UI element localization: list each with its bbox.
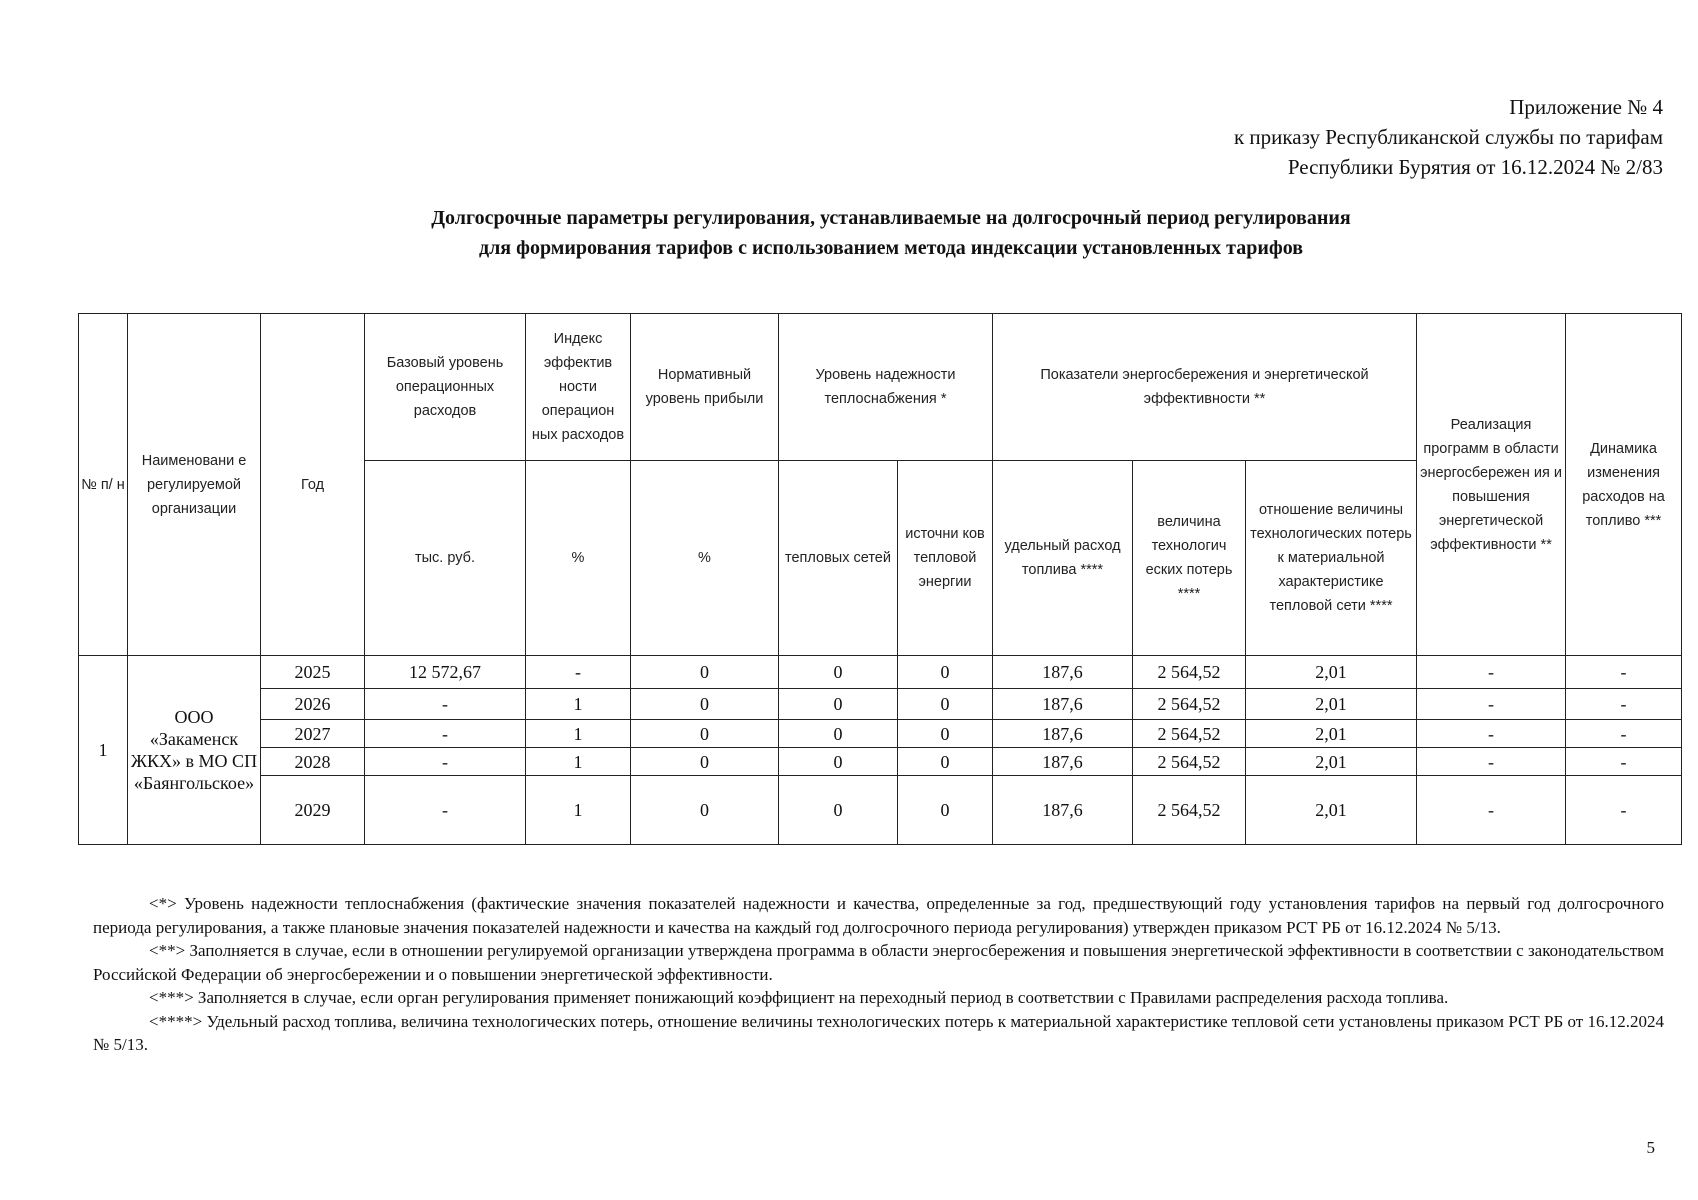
cell-ratio: 2,01 xyxy=(1246,748,1417,776)
cell-fuel: 187,6 xyxy=(993,689,1133,720)
cell-rel-sources: 0 xyxy=(898,720,993,748)
page-number: 5 xyxy=(1646,1138,1655,1157)
title-line-1: Долгосрочные параметры регулирования, устанавливаемые на долгосрочный период регулирования xyxy=(431,207,1351,229)
cell-ratio: 2,01 xyxy=(1246,720,1417,748)
appendix-header xyxy=(1234,92,1663,182)
cell-fuel-dynamics: - xyxy=(1566,748,1682,776)
organization-name: ООО «Закаменск ЖКХ» в МО СП «Баянгольское» xyxy=(128,656,261,845)
header-reliability: Уровень надежности теплоснабжения * xyxy=(779,314,993,461)
cell-rel-sources: 0 xyxy=(898,776,993,845)
header-loss-ratio: отношение величины технологических потерь к материальной характеристике тепловой сети **** xyxy=(1246,461,1417,656)
cell-fuel: 187,6 xyxy=(993,720,1133,748)
cell-rel-networks: 0 xyxy=(779,689,898,720)
appendix-line-1: Приложение № 4 xyxy=(1509,95,1663,119)
table-row xyxy=(79,689,1682,720)
cell-fuel: 187,6 xyxy=(993,748,1133,776)
cell-rel-networks: 0 xyxy=(779,776,898,845)
header-reliability-networks: тепловых сетей xyxy=(779,461,898,656)
cell-rel-sources: 0 xyxy=(898,689,993,720)
cell-ratio: 2,01 xyxy=(1246,656,1417,689)
cell-ratio: 2,01 xyxy=(1246,776,1417,845)
cell-index: 1 xyxy=(526,748,631,776)
unit-opex: тыс. руб. xyxy=(365,461,526,656)
cell-rel-networks: 0 xyxy=(779,748,898,776)
header-year: Год xyxy=(261,314,365,656)
cell-year: 2027 xyxy=(261,720,365,748)
row-num: 1 xyxy=(79,656,128,845)
cell-profit: 0 xyxy=(631,776,779,845)
cell-programs: - xyxy=(1417,689,1566,720)
header-efficiency-index: Индекс эффектив ности операцион ных расходов xyxy=(526,314,631,461)
regulation-params-table xyxy=(78,313,1682,845)
cell-base-opex: 12 572,67 xyxy=(365,656,526,689)
appendix-line-3: Республики Бурятия от 16.12.2024 № 2/83 xyxy=(1287,155,1663,179)
header-energy-saving: Показатели энергосбережения и энергетической эффективности ** xyxy=(993,314,1417,461)
cell-year: 2025 xyxy=(261,656,365,689)
cell-ratio: 2,01 xyxy=(1246,689,1417,720)
cell-losses: 2 564,52 xyxy=(1133,748,1246,776)
cell-programs: - xyxy=(1417,748,1566,776)
cell-losses: 2 564,52 xyxy=(1133,776,1246,845)
table-row xyxy=(79,776,1682,845)
unit-index: % xyxy=(526,461,631,656)
table-row xyxy=(79,748,1682,776)
table-row xyxy=(79,656,1682,689)
title-line-2: для формирования тарифов с использованием метода индексации установленных тарифов xyxy=(478,237,1304,259)
cell-rel-sources: 0 xyxy=(898,656,993,689)
cell-index: 1 xyxy=(526,720,631,748)
header-specific-fuel: удельный расход топлива **** xyxy=(993,461,1133,656)
cell-base-opex: - xyxy=(365,748,526,776)
cell-programs: - xyxy=(1417,776,1566,845)
cell-year: 2028 xyxy=(261,748,365,776)
cell-fuel-dynamics: - xyxy=(1566,776,1682,845)
cell-profit: 0 xyxy=(631,748,779,776)
cell-index: - xyxy=(526,656,631,689)
footnote-fuel-coefficient: <***> Заполняется в случае, если орган регулирования применяет понижающий коэффициент на переходный период в соответствии с Правилами распределения расхода топлива. xyxy=(149,988,1449,1007)
header-reliability-sources: источни ков тепловой энергии xyxy=(898,461,993,656)
cell-losses: 2 564,52 xyxy=(1133,689,1246,720)
header-fuel-dynamics: Динамика изменения расходов на топливо *** xyxy=(1566,314,1682,656)
cell-profit: 0 xyxy=(631,656,779,689)
footnote-energy-program: <**> Заполняется в случае, если в отношении регулируемой организации утверждена программа в области энергосбережения и повышения энергетической эффективности в соответствии с законодательством Российской Федерации об энергосбережении и о повышении энергетической эффективности. xyxy=(93,941,1664,984)
cell-rel-sources: 0 xyxy=(898,748,993,776)
cell-fuel: 187,6 xyxy=(993,776,1133,845)
header-num: № п/ н xyxy=(79,314,128,656)
header-profit-level: Нормативный уровень прибыли xyxy=(631,314,779,461)
cell-index: 1 xyxy=(526,689,631,720)
appendix-line-2: к приказу Республиканской службы по тарифам xyxy=(1233,125,1663,149)
header-programs: Реализация программ в области энергосбережен ия и повышения энергетической эффективности ** xyxy=(1417,314,1566,656)
cell-profit: 0 xyxy=(631,689,779,720)
cell-fuel-dynamics: - xyxy=(1566,720,1682,748)
table-row xyxy=(79,720,1682,748)
header-tech-losses: величина технологич еских потерь **** xyxy=(1133,461,1246,656)
cell-base-opex: - xyxy=(365,720,526,748)
cell-fuel-dynamics: - xyxy=(1566,656,1682,689)
cell-losses: 2 564,52 xyxy=(1133,656,1246,689)
cell-index: 1 xyxy=(526,776,631,845)
footnotes xyxy=(93,892,1664,1057)
cell-year: 2029 xyxy=(261,776,365,845)
cell-base-opex: - xyxy=(365,776,526,845)
header-base-opex: Базовый уровень операционных расходов xyxy=(365,314,526,461)
cell-rel-networks: 0 xyxy=(779,656,898,689)
cell-year: 2026 xyxy=(261,689,365,720)
cell-fuel: 187,6 xyxy=(993,656,1133,689)
cell-profit: 0 xyxy=(631,720,779,748)
header-org: Наименовани е регулируемой организации xyxy=(128,314,261,656)
cell-programs: - xyxy=(1417,720,1566,748)
unit-profit: % xyxy=(631,461,779,656)
cell-rel-networks: 0 xyxy=(779,720,898,748)
cell-base-opex: - xyxy=(365,689,526,720)
cell-programs: - xyxy=(1417,656,1566,689)
document-title xyxy=(0,203,1698,263)
cell-losses: 2 564,52 xyxy=(1133,720,1246,748)
footnote-fuel-losses: <****> Удельный расход топлива, величина технологических потерь, отношение величины технологических потерь к материальной характеристике тепловой сети установлены приказом РСТ РБ от 16.12.2024 № 5/13. xyxy=(93,1011,1664,1054)
footnote-reliability: <*> Уровень надежности теплоснабжения (фактические значения показателей надежности и качества, определенные за год, предшествующий году установления тарифов на первый год долгосрочного периода регулирования, а также плановые значения показателей надежности и качества на каждый год долгосрочного периода регулирования) утвержден приказом РСТ РБ от 16.12.2024 № 5/13. xyxy=(93,894,1664,937)
cell-fuel-dynamics: - xyxy=(1566,689,1682,720)
